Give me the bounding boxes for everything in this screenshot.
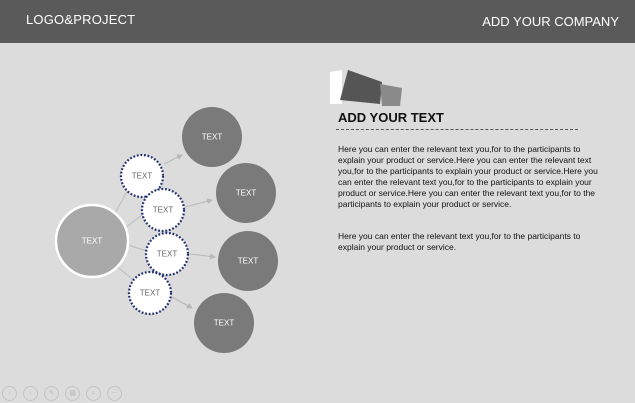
pen-icon[interactable]: ✎ xyxy=(44,386,59,401)
title-decoration xyxy=(330,70,406,110)
center-circle-label: TEXT xyxy=(81,236,103,246)
outer-circle-label-2: TEXT xyxy=(235,188,257,198)
inner-circle-label-1: TEXT xyxy=(131,171,153,181)
arrow-connector xyxy=(190,254,215,257)
zoom-icon[interactable]: ⌕ xyxy=(86,386,101,401)
content-title: ADD YOUR TEXT xyxy=(338,110,444,125)
decoration-white-shape xyxy=(330,70,342,104)
inner-circle-label-3: TEXT xyxy=(156,249,178,259)
arrow-connector xyxy=(164,155,182,164)
slides-icon[interactable]: ▦ xyxy=(65,386,80,401)
prev-icon[interactable]: ‹ xyxy=(2,386,17,401)
outer-circle-label-1: TEXT xyxy=(201,132,223,142)
play-icon[interactable]: › xyxy=(23,386,38,401)
arrow-connector xyxy=(172,297,192,308)
circle-diagram xyxy=(0,43,320,403)
inner-circle-label-2: TEXT xyxy=(152,205,174,215)
logo-text: LOGO&PROJECT xyxy=(26,12,136,27)
title-underline xyxy=(336,129,578,130)
outer-circle-label-3: TEXT xyxy=(237,256,259,266)
header-bar xyxy=(0,0,635,43)
decoration-dark-shape xyxy=(340,70,382,104)
arrow-connector xyxy=(185,200,212,207)
outer-circle-label-4: TEXT xyxy=(213,318,235,328)
content-paragraph-2: Here you can enter the relevant text you,for to the participants to explain your product or service. xyxy=(338,231,581,252)
slideshow-controls xyxy=(2,386,122,401)
company-name: ADD YOUR COMPANY xyxy=(482,14,619,29)
content-paragraph-1: Here you can enter the relevant text you,for to the participants to explain your product or service.Here you can enter the relevant text you,for to the participants to explain your product or service.Here you can enter the relevant text you,for to the participants to explain your product or service.Here you can enter the relevant text you,for to the participants to explain your product or service. xyxy=(338,144,598,209)
decoration-gray-shape xyxy=(380,84,402,106)
inner-circle-label-4: TEXT xyxy=(139,288,161,298)
more-icon[interactable]: ⋯ xyxy=(107,386,122,401)
diagram-graphics xyxy=(0,43,320,403)
